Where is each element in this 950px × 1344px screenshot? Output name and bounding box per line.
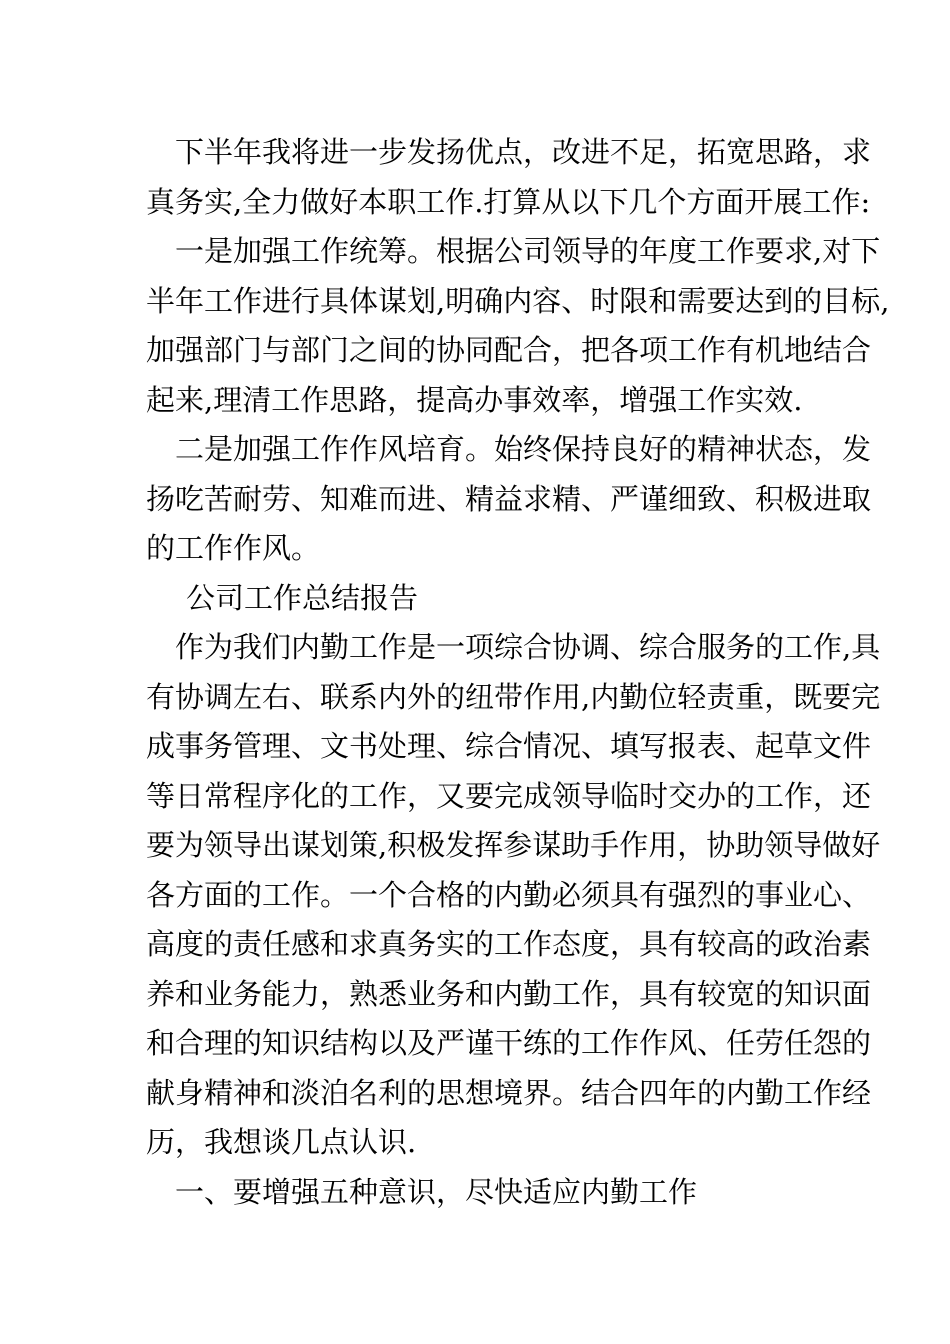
paragraph-line: 要为领导出谋划策,积极发挥参谋助手作用，协助领导做好	[146, 828, 881, 862]
paragraph-line: 真务实,全力做好本职工作.打算从以下几个方面开展工作:	[146, 184, 871, 219]
paragraph-line: 有协调左右、联系内外的纽带作用,内勤位轻责重，既要完	[146, 679, 881, 714]
paragraph-line: 半年工作进行具体谋划,明确内容、时限和需要达到的目标,	[146, 283, 890, 318]
paragraph-line: 扬吃苦耐劳、知难而进、精益求精、严谨细致、积极进取	[146, 481, 872, 516]
paragraph-line: 起来,理清工作思路，提高办事效率，增强工作实效.	[146, 382, 803, 417]
paragraph-line: 作为我们内勤工作是一项综合协调、综合服务的工作,具	[175, 630, 881, 664]
paragraph-line: 成事务管理、文书处理、综合情况、填写报表、起草文件	[146, 729, 872, 763]
paragraph-line: 的工作作风。	[146, 531, 321, 565]
subsection-heading: 一、要增强五种意识，尽快适应内勤工作	[175, 1174, 698, 1209]
paragraph-line: 和合理的知识结构以及严谨干练的工作作风、任劳任怨的	[146, 1026, 872, 1060]
section-heading: 公司工作总结报告	[186, 580, 419, 615]
paragraph-line: 二是加强工作作风培育。始终保持良好的精神状态，发	[175, 432, 872, 466]
paragraph-line: 养和业务能力，熟悉业务和内勤工作，具有较宽的知识面	[146, 976, 872, 1011]
paragraph-line: 下半年我将进一步发扬优点，改进不足，拓宽思路，求	[175, 135, 872, 169]
paragraph-line: 各方面的工作。一个合格的内勤必须具有强烈的事业心、	[146, 877, 872, 912]
paragraph-line: 一是加强工作统筹。根据公司领导的年度工作要求,对下	[175, 234, 881, 268]
paragraph-line: 加强部门与部门之间的协同配合，把各项工作有机地结合	[146, 333, 872, 367]
paragraph-line: 高度的责任感和求真务实的工作态度，具有较高的政治素	[146, 927, 872, 961]
paragraph-line: 献身精神和淡泊名利的思想境界。结合四年的内勤工作经	[146, 1075, 872, 1110]
paragraph-line: 等日常程序化的工作，又要完成领导临时交办的工作，还	[146, 778, 872, 813]
document-body	[146, 128, 890, 1217]
paragraph-line: 历，我想谈几点认识.	[146, 1125, 417, 1159]
